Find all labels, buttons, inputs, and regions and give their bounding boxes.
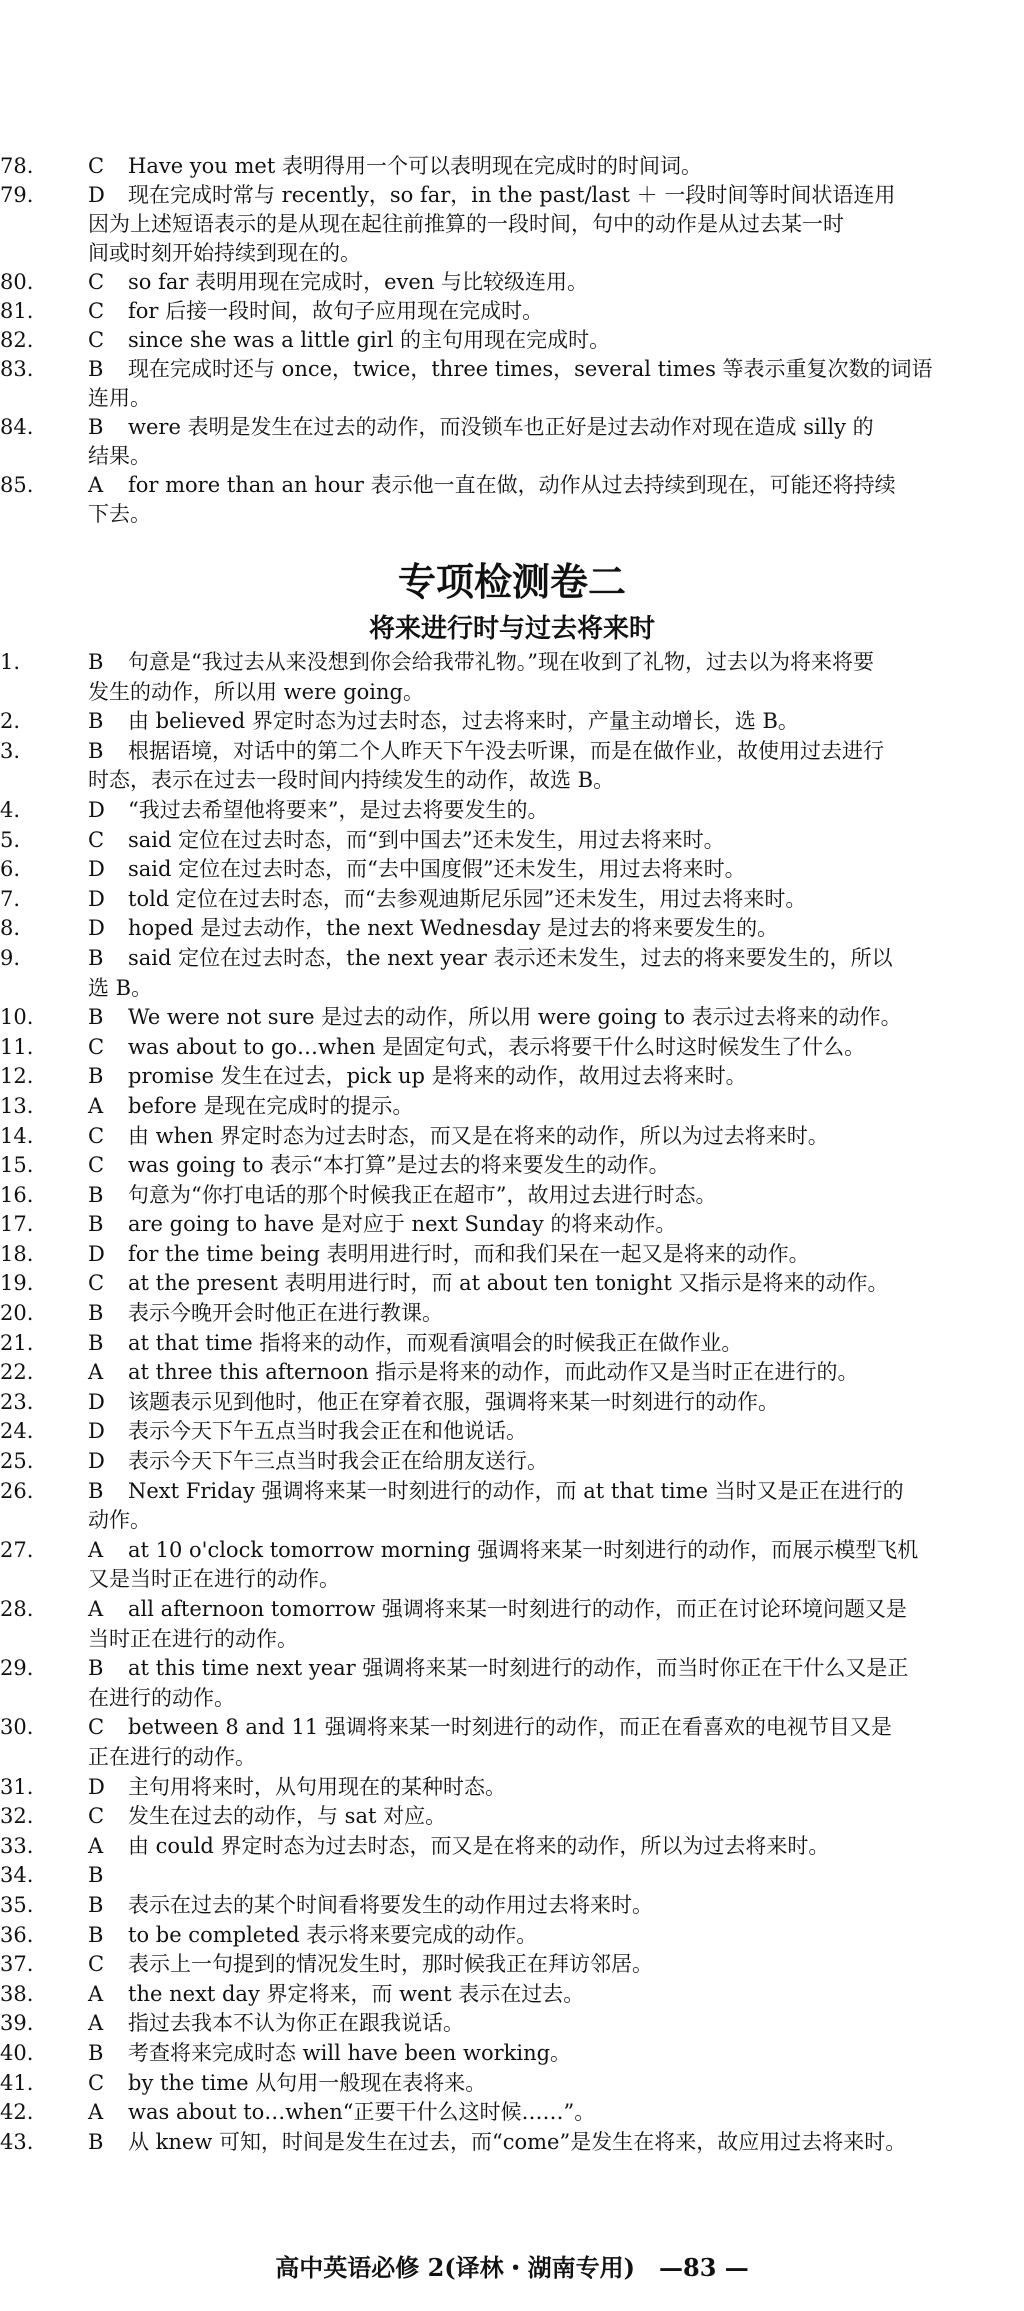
answer-letter: B xyxy=(88,1301,104,1326)
answer-letter: B xyxy=(88,1863,104,1888)
answer-item xyxy=(0,268,1020,297)
answer-letter: D xyxy=(88,916,105,941)
answer-number: 13. xyxy=(0,1093,34,1118)
answer-number: 7. xyxy=(0,886,21,911)
answer-explanation: by the time 从句用一般现在表将来。 xyxy=(128,2070,487,2095)
answer-number: 12. xyxy=(0,1064,34,1089)
answer-number: 38. xyxy=(0,1981,34,2006)
answer-item xyxy=(0,1417,1020,1447)
answer-item xyxy=(0,1122,1020,1152)
answer-item xyxy=(0,707,1020,737)
answer-explanation: 表示今天下午五点当时我会正在和他说话。 xyxy=(128,1419,527,1444)
answer-letter: C xyxy=(88,299,105,323)
answer-explanation-continued: 间或时刻开始持续到现在的。 xyxy=(88,241,361,265)
answer-explanation: to be completed 表示将来要完成的动作。 xyxy=(128,1922,538,1947)
answer-letter: A xyxy=(88,473,104,497)
answer-explanation-continued: 因为上述短语表示的是从现在起往前推算的一段时间，句中的动作是从过去某一时 xyxy=(88,212,844,236)
answer-explanation: 指过去我本不认为你正在跟我说话。 xyxy=(128,2011,464,2036)
answer-letter: B xyxy=(88,1182,104,1207)
answer-explanation: said 定位在过去时态，the next year 表示还未发生，过去的将来要发生的，所以 xyxy=(128,945,893,970)
answer-explanation: 由 when 界定时态为过去时态，而又是在将来的动作，所以为过去将来时。 xyxy=(128,1123,829,1148)
answer-letter: C xyxy=(88,1804,105,1829)
answer-item xyxy=(0,1802,1020,1832)
answer-letter: B xyxy=(88,945,104,970)
answer-number: 4. xyxy=(0,797,21,822)
answer-number: 17. xyxy=(0,1212,34,1237)
answer-item xyxy=(0,1950,1020,1980)
answer-letter: B xyxy=(88,650,104,674)
answer-item xyxy=(0,1181,1020,1211)
answer-letter: D xyxy=(88,1449,105,1474)
answer-item xyxy=(0,1536,1020,1595)
answer-item xyxy=(0,737,1020,796)
answer-explanation: for more than an hour 表示他一直在做，动作从过去持续到现在，可能还将持续 xyxy=(128,473,896,497)
answer-item xyxy=(0,1210,1020,1240)
answer-explanation-continued: 动作。 xyxy=(88,1508,151,1533)
answer-explanation-continued: 选 B。 xyxy=(88,975,153,1000)
answer-letter: C xyxy=(88,1123,105,1148)
answer-number: 40. xyxy=(0,2040,34,2065)
answer-item xyxy=(0,1773,1020,1803)
answer-explanation-continued: 连用。 xyxy=(88,386,151,410)
answer-item xyxy=(0,326,1020,355)
answer-letter: D xyxy=(88,886,105,911)
answer-explanation: was about to go…when 是固定句式，表示将要干什么时这时候发生了什么。 xyxy=(128,1034,866,1059)
answer-letter: D xyxy=(88,1419,105,1444)
answer-explanation: 该题表示见到他时，他正在穿着衣服，强调将来某一时刻进行的动作。 xyxy=(128,1389,779,1414)
answer-number: 9. xyxy=(0,945,21,970)
answer-letter: B xyxy=(88,1656,104,1681)
answer-explanation: 从 knew 可知，时间是发生在过去，而“come”是发生在将来，故应用过去将来时。 xyxy=(128,2129,907,2154)
answer-explanation-continued: 时态，表示在过去一段时间内持续发生的动作，故选 B。 xyxy=(88,768,615,793)
answer-explanation: 表示在过去的某个时间看将要发生的动作用过去将来时。 xyxy=(128,1892,653,1917)
answer-number: 21. xyxy=(0,1330,34,1355)
answer-letter: C xyxy=(88,1034,105,1059)
answer-item xyxy=(0,1832,1020,1862)
answer-explanation: since she was a little girl 的主句用现在完成时。 xyxy=(128,328,611,352)
answer-letter: A xyxy=(88,1093,104,1118)
answer-number: 81. xyxy=(0,299,34,323)
answer-item xyxy=(0,181,1020,268)
answer-item xyxy=(0,1980,1020,2010)
answer-item xyxy=(0,796,1020,826)
answer-item xyxy=(0,1329,1020,1359)
answer-letter: C xyxy=(88,154,105,178)
answer-explanation: were 表明是发生在过去的动作，而没锁车也正好是过去动作对现在造成 silly 的 xyxy=(128,415,874,439)
answer-item xyxy=(0,1092,1020,1122)
answer-number: 30. xyxy=(0,1715,34,1740)
answer-letter: B xyxy=(88,1212,104,1237)
answer-item xyxy=(0,1240,1020,1270)
answer-number: 82. xyxy=(0,328,34,352)
answer-explanation: at that time 指将来的动作，而观看演唱会的时候我正在做作业。 xyxy=(128,1330,743,1355)
answer-list-part1 xyxy=(0,152,1020,529)
answer-number: 79. xyxy=(0,183,34,207)
answer-item xyxy=(0,297,1020,326)
answer-letter: A xyxy=(88,1360,104,1385)
answer-explanation: 现在完成时常与 recently，so far，in the past/last ＋ 一段时间等时间状语连用 xyxy=(128,183,896,207)
answer-explanation-continued: 发生的动作，所以用 were going。 xyxy=(88,679,424,704)
answer-explanation: at the present 表明用进行时，而 at about ten tonight 又指示是将来的动作。 xyxy=(128,1271,889,1296)
answer-explanation: 考查将来完成时态 will have been working。 xyxy=(128,2040,572,2065)
answer-explanation-continued: 又是当时正在进行的动作。 xyxy=(88,1567,340,1592)
answer-number: 15. xyxy=(0,1153,34,1178)
answer-explanation: promise 发生在过去，pick up 是将来的动作，故用过去将来时。 xyxy=(128,1064,747,1089)
answer-item xyxy=(0,1269,1020,1299)
answer-letter: B xyxy=(88,357,104,381)
answer-number: 18. xyxy=(0,1241,34,1266)
answer-item xyxy=(0,1388,1020,1418)
answer-number: 1. xyxy=(0,650,21,674)
answer-letter: C xyxy=(88,328,105,352)
answer-number: 41. xyxy=(0,2070,34,2095)
answer-letter: B xyxy=(88,1478,104,1503)
answer-explanation: “我过去希望他将要来”，是过去将要发生的。 xyxy=(128,797,549,822)
answer-number: 85. xyxy=(0,473,34,497)
answer-item xyxy=(0,152,1020,181)
answer-number: 10. xyxy=(0,1005,34,1030)
answer-number: 42. xyxy=(0,2100,34,2125)
answer-letter: C xyxy=(88,1153,105,1178)
answer-number: 28. xyxy=(0,1597,34,1621)
answer-explanation: before 是现在完成时的提示。 xyxy=(128,1093,414,1118)
answer-letter: A xyxy=(88,1833,104,1858)
answer-explanation: 主句用将来时，从句用现在的某种时态。 xyxy=(128,1774,506,1799)
answer-number: 25. xyxy=(0,1449,34,1474)
answer-explanation: 发生在过去的动作，与 sat 对应。 xyxy=(128,1804,447,1829)
answer-explanation: 根据语境，对话中的第二个人昨天下午没去听课，而是在做作业，故使用过去进行 xyxy=(128,738,884,763)
answer-item xyxy=(0,413,1020,471)
answer-number: 34. xyxy=(0,1863,34,1888)
answer-letter: D xyxy=(88,797,105,822)
answer-item xyxy=(0,1358,1020,1388)
answer-letter: A xyxy=(88,1537,104,1562)
answer-item xyxy=(0,1891,1020,1921)
page-footer: 高中英语必修 2(译林・湖南专用) —83 — xyxy=(275,2253,749,2282)
answer-number: 5. xyxy=(0,827,21,852)
answer-explanation-continued: 结果。 xyxy=(88,444,151,468)
answer-item xyxy=(0,2069,1020,2099)
answer-letter: C xyxy=(88,1715,105,1740)
answer-number: 43. xyxy=(0,2129,34,2154)
answer-item xyxy=(0,1151,1020,1181)
answer-letter: B xyxy=(88,738,104,763)
answer-explanation: 句意为“你打电话的那个时候我正在超市”，故用过去进行时态。 xyxy=(128,1182,717,1207)
answer-item xyxy=(0,885,1020,915)
answer-explanation: 句意是“我过去从来没想到你会给我带礼物。”现在收到了礼物，过去以为将来将要 xyxy=(128,650,874,674)
answer-explanation: 由 could 界定时态为过去时态，而又是在将来的动作，所以为过去将来时。 xyxy=(128,1833,830,1858)
answer-letter: C xyxy=(88,2070,105,2095)
answer-letter: B xyxy=(88,1922,104,1947)
answer-explanation: We were not sure 是过去的动作，所以用 were going to 表示过去将来的动作。 xyxy=(128,1005,902,1030)
answer-item xyxy=(0,471,1020,529)
answer-number: 19. xyxy=(0,1271,34,1296)
answer-item xyxy=(0,944,1020,1003)
answer-explanation: the next day 界定将来，而 went 表示在过去。 xyxy=(128,1981,585,2006)
answer-letter: A xyxy=(88,1597,104,1621)
answer-number: 36. xyxy=(0,1922,34,1947)
answer-explanation: 由 believed 界定时态为过去时态，过去将来时，产量主动增长，选 B。 xyxy=(128,709,799,734)
answer-number: 14. xyxy=(0,1123,34,1148)
answer-explanation: between 8 and 11 强调将来某一时刻进行的动作，而正在看喜欢的电视节目又是 xyxy=(128,1715,892,1740)
answer-letter: D xyxy=(88,857,105,882)
answer-number: 11. xyxy=(0,1034,34,1059)
answer-number: 31. xyxy=(0,1774,34,1799)
answer-explanation-continued: 在进行的动作。 xyxy=(88,1685,235,1710)
answer-explanation: was going to 表示“本打算”是过去的将来要发生的动作。 xyxy=(128,1153,670,1178)
answer-explanation: said 定位在过去时态，而“去中国度假”还未发生，用过去将来时。 xyxy=(128,857,746,882)
answer-number: 2. xyxy=(0,709,21,734)
answer-number: 8. xyxy=(0,916,21,941)
answer-letter: D xyxy=(88,1774,105,1799)
answer-explanation: at 10 o'clock tomorrow morning 强调将来某一时刻进行的动作，而展示模型飞机 xyxy=(128,1537,919,1562)
answer-item xyxy=(0,1062,1020,1092)
answer-letter: B xyxy=(88,709,104,734)
answer-item xyxy=(0,1861,1020,1891)
answer-number: 27. xyxy=(0,1537,34,1562)
answer-item xyxy=(0,648,1020,707)
answer-letter: C xyxy=(88,1952,105,1977)
answer-number: 33. xyxy=(0,1833,34,1858)
answer-letter: B xyxy=(88,2129,104,2154)
answer-item xyxy=(0,2098,1020,2128)
answer-explanation: Next Friday 强调将来某一时刻进行的动作，而 at that time 当时又是正在进行的 xyxy=(128,1478,904,1503)
answer-explanation: Have you met 表明得用一个可以表明现在完成时的时间词。 xyxy=(128,154,702,178)
answer-letter: B xyxy=(88,415,104,439)
answer-letter: D xyxy=(88,1389,105,1414)
answer-letter: C xyxy=(88,270,105,294)
answer-explanation: at this time next year 强调将来某一时刻进行的动作，而当时你正在干什么又是正 xyxy=(128,1656,909,1681)
answer-explanation: said 定位在过去时态，而“到中国去”还未发生，用过去将来时。 xyxy=(128,827,725,852)
answer-number: 29. xyxy=(0,1656,34,1681)
answer-number: 35. xyxy=(0,1892,34,1917)
answer-number: 78. xyxy=(0,154,34,178)
answer-letter: B xyxy=(88,1005,104,1030)
answer-item xyxy=(0,1299,1020,1329)
answer-item xyxy=(0,1447,1020,1477)
answer-explanation: 现在完成时还与 once，twice，three times，several times 等表示重复次数的词语 xyxy=(128,357,933,381)
answer-letter: B xyxy=(88,1330,104,1355)
answer-explanation: are going to have 是对应于 next Sunday 的将来动作。 xyxy=(128,1212,677,1237)
answer-letter: B xyxy=(88,2040,104,2065)
answer-number: 6. xyxy=(0,857,21,882)
answer-explanation: told 定位在过去时态，而“去参观迪斯尼乐园”还未发生，用过去将来时。 xyxy=(128,886,807,911)
answer-letter: B xyxy=(88,1064,104,1089)
answer-list-part2 xyxy=(0,648,1020,2157)
answer-explanation: so far 表明用现在完成时，even 与比较级连用。 xyxy=(128,270,589,294)
answer-number: 20. xyxy=(0,1301,34,1326)
section-subtitle: 将来进行时与过去将来时 xyxy=(368,614,655,644)
answer-item xyxy=(0,2039,1020,2069)
answer-item xyxy=(0,1477,1020,1536)
answer-letter: D xyxy=(88,183,105,207)
answer-number: 37. xyxy=(0,1952,34,1977)
answer-number: 3. xyxy=(0,738,21,763)
answer-item xyxy=(0,1654,1020,1713)
answer-item xyxy=(0,2128,1020,2158)
section-title: 专项检测卷二 xyxy=(397,560,626,604)
answer-number: 84. xyxy=(0,415,34,439)
answer-number: 16. xyxy=(0,1182,34,1207)
answer-explanation: 表示今晚开会时他正在进行教课。 xyxy=(128,1301,443,1326)
answer-explanation: at three this afternoon 指示是将来的动作，而此动作又是当时正在进行的。 xyxy=(128,1360,859,1385)
answer-explanation: all afternoon tomorrow 强调将来某一时刻进行的动作，而正在讨论环境问题又是 xyxy=(128,1597,907,1621)
answer-explanation-continued: 当时正在进行的动作。 xyxy=(88,1626,298,1651)
answer-explanation: for the time being 表明用进行时，而和我们呆在一起又是将来的动作。 xyxy=(128,1241,810,1266)
answer-item xyxy=(0,826,1020,856)
answer-item xyxy=(0,1713,1020,1772)
answer-item xyxy=(0,1595,1020,1654)
answer-letter: C xyxy=(88,1271,105,1296)
answer-item xyxy=(0,1033,1020,1063)
answer-number: 23. xyxy=(0,1389,34,1414)
answer-item xyxy=(0,1003,1020,1033)
answer-letter: A xyxy=(88,2100,104,2125)
answer-number: 22. xyxy=(0,1360,34,1385)
answer-explanation: for 后接一段时间，故句子应用现在完成时。 xyxy=(128,299,544,323)
answer-number: 32. xyxy=(0,1804,34,1829)
answer-number: 39. xyxy=(0,2011,34,2036)
answer-item xyxy=(0,355,1020,413)
answer-letter: A xyxy=(88,1981,104,2006)
answer-letter: C xyxy=(88,827,105,852)
answer-letter: A xyxy=(88,2011,104,2036)
answer-explanation-continued: 下去。 xyxy=(88,502,151,526)
answer-explanation: 表示今天下午三点当时我会正在给朋友送行。 xyxy=(128,1449,548,1474)
answer-number: 26. xyxy=(0,1478,34,1503)
answer-letter: B xyxy=(88,1892,104,1917)
answer-number: 80. xyxy=(0,270,34,294)
answer-number: 24. xyxy=(0,1419,34,1444)
answer-item xyxy=(0,855,1020,885)
answer-number: 83. xyxy=(0,357,34,381)
answer-explanation-continued: 正在进行的动作。 xyxy=(88,1744,256,1769)
answer-explanation: was about to…when“正要干什么这时候……”。 xyxy=(128,2100,596,2125)
answer-letter: D xyxy=(88,1241,105,1266)
answer-item xyxy=(0,2009,1020,2039)
answer-explanation: 表示上一句提到的情况发生时，那时候我正在拜访邻居。 xyxy=(128,1952,653,1977)
answer-item xyxy=(0,1921,1020,1951)
answer-item xyxy=(0,914,1020,944)
answer-explanation: hoped 是过去动作，the next Wednesday 是过去的将来要发生的。 xyxy=(128,916,779,941)
